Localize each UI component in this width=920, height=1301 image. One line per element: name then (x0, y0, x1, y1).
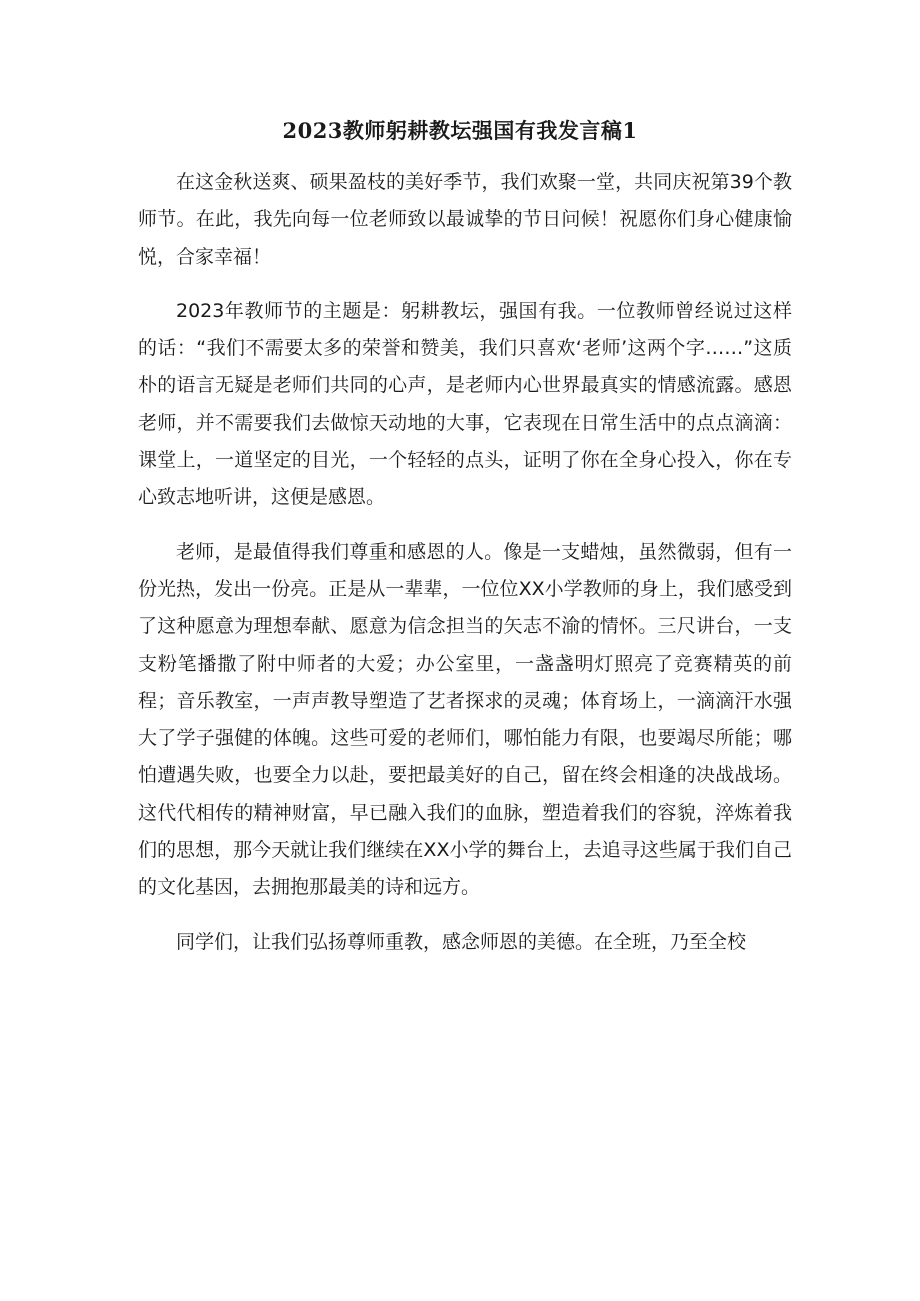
document-title: 2023教师躬耕教坛强国有我发言稿1 (282, 118, 638, 143)
document-body (138, 164, 792, 961)
paragraph-teachers: 老师，是最值得我们尊重和感恩的人。像是一支蜡烛，虽然微弱，但有一份光热，发出一份亮。正是从一辈辈，一位位XX小学教师的身上，我们感受到了这种愿意为理想奉献、愿意为信念担当的矢志不渝的情怀。三尺讲台，一支支粉笔播撒了附中师者的大爱；办公室里，一盏盏明灯照亮了竞赛精英的前程；音乐教室，一声声教导塑造了艺者探求的灵魂；体育场上，一滴滴汗水强大了学子强健的体魄。这些可爱的老师们，哪怕能力有限，也要竭尽所能；哪怕遭遇失败，也要全力以赴，要把最美好的自己，留在终会相逢的决战战场。这代代相传的精神财富，早已融入我们的血脉，塑造着我们的容貌，淬炼着我们的思想，那今天就让我们继续在XX小学的舞台上，去追寻这些属于我们自己的文化基因，去拥抱那最美的诗和远方。 (138, 540, 792, 899)
paragraph-greeting: 在这金秋送爽、硕果盈枝的美好季节，我们欢聚一堂，共同庆祝第39个教师节。在此，我先向每一位老师致以最诚挚的节日问候！祝愿你们身心健康愉悦，合家幸福！ (138, 171, 792, 268)
paragraph-theme: 2023年教师节的主题是：躬耕教坛，强国有我。一位教师曾经说过这样的话：“我们不需要太多的荣誉和赞美，我们只喜欢‘老师’这两个字……”这质朴的语言无疑是老师们共同的心声，是老师内心世界最真实的情感流露。感恩老师，并不需要我们去做惊天动地的大事，它表现在日常生活中的点点滴滴：课堂上，一道坚定的目光，一个轻轻的点头，证明了你在全身心投入，你在专心致志地听讲，这便是感恩。 (138, 299, 792, 509)
paragraph-students: 同学们，让我们弘扬尊师重教，感念师恩的美德。在全班，乃至全校 (176, 930, 747, 953)
